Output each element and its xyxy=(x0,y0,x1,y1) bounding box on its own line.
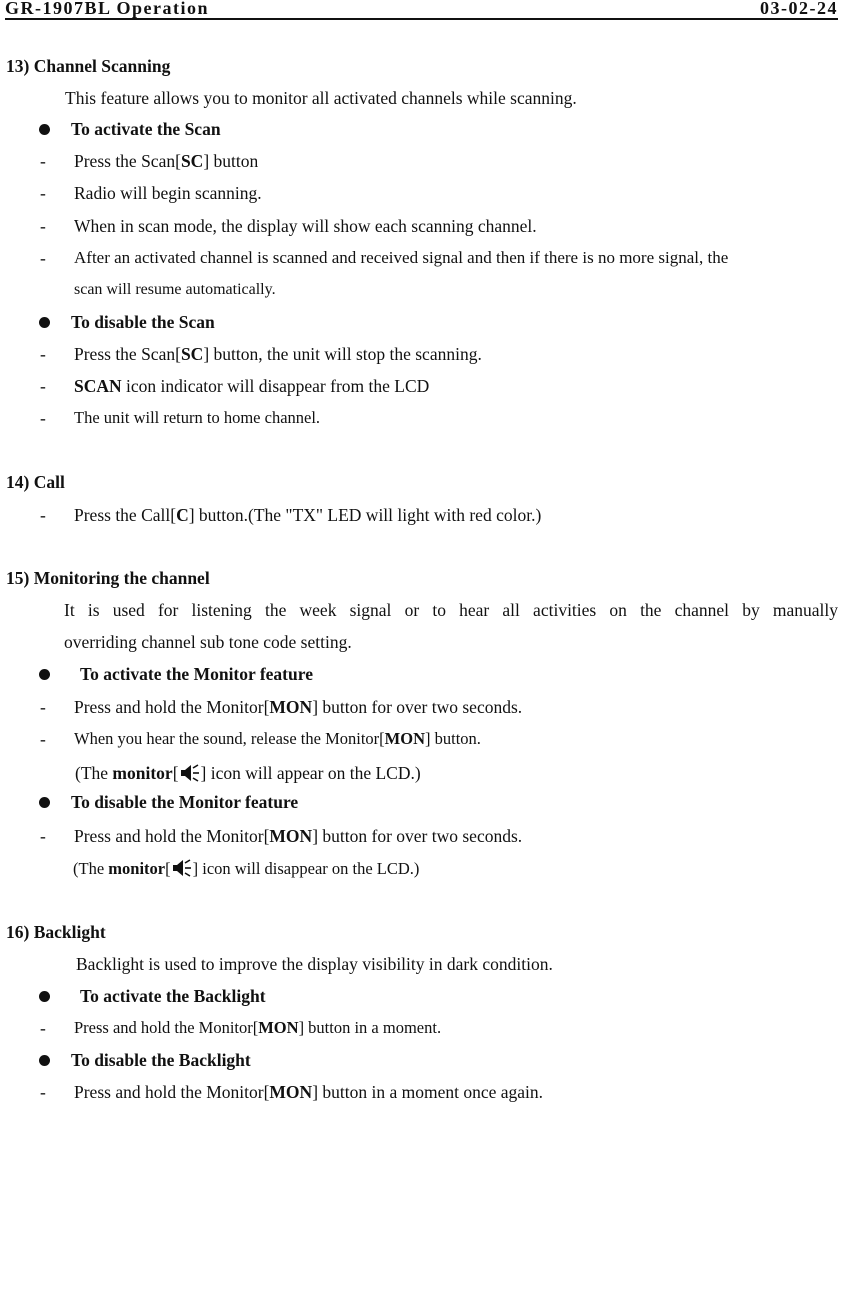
subheading-activate-scan: To activate the Scan xyxy=(71,119,221,139)
dash-icon: - xyxy=(40,826,46,846)
dash-icon: - xyxy=(40,505,46,525)
section-intro: This feature allows you to monitor all activated channels while scanning. xyxy=(65,88,577,108)
monitor-note: (The monitor[ ] icon will appear on the LCD.) xyxy=(75,763,421,783)
subheading-disable-scan: To disable the Scan xyxy=(71,312,215,332)
dash-icon: - xyxy=(40,1082,46,1102)
subheading-disable-backlight: To disable the Backlight xyxy=(71,1050,251,1070)
bullet-icon xyxy=(39,991,50,1002)
section-intro: Backlight is used to improve the display visibility in dark condition. xyxy=(76,954,553,974)
page-header xyxy=(5,0,838,20)
list-item: Press and hold the Monitor[MON] button for over two seconds. xyxy=(74,697,523,717)
dash-icon: - xyxy=(40,151,46,171)
section-heading-backlight: 16) Backlight xyxy=(6,922,106,942)
dash-icon: - xyxy=(40,376,46,396)
list-item: Press the Scan[SC] button xyxy=(74,151,259,171)
subheading-disable-monitor: To disable the Monitor feature xyxy=(71,792,299,812)
document-title: GR-1907BL Operation xyxy=(5,0,210,18)
dash-icon: - xyxy=(40,216,46,236)
list-item: After an activated channel is scanned and received signal and then if there is no more signal, the xyxy=(74,248,729,267)
list-item: When in scan mode, the display will show each scanning channel. xyxy=(74,216,537,236)
bullet-icon xyxy=(39,797,50,808)
dash-icon: - xyxy=(40,697,46,717)
list-item: When you hear the sound, release the Monitor[MON] button. xyxy=(74,729,481,748)
bullet-icon xyxy=(39,1055,50,1066)
list-item: Press the Call[C] button.(The "TX" LED will light with red color.) xyxy=(74,505,542,525)
list-item: Radio will begin scanning. xyxy=(74,183,262,203)
dash-icon: - xyxy=(40,408,46,428)
section-intro-continuation: overriding channel sub tone code setting. xyxy=(64,632,352,652)
section-heading-call: 14) Call xyxy=(6,472,65,492)
document-date: 03-02-24 xyxy=(760,0,838,18)
bullet-icon xyxy=(39,124,50,135)
bullet-icon xyxy=(39,669,50,680)
bullet-icon xyxy=(39,317,50,328)
list-item: Press the Scan[SC] button, the unit will stop the scanning. xyxy=(74,344,482,364)
dash-icon: - xyxy=(40,344,46,364)
list-item: The unit will return to home channel. xyxy=(74,408,321,427)
speaker-icon xyxy=(180,764,200,782)
section-intro: It is used for listening the week signal or to hear all activities on the channel by manually xyxy=(64,600,838,620)
dash-icon: - xyxy=(40,1018,46,1038)
monitor-note: (The monitor[ ] icon will disappear on the LCD.) xyxy=(73,859,420,878)
list-item: SCAN icon indicator will disappear from the LCD xyxy=(74,376,430,396)
dash-icon: - xyxy=(40,248,46,268)
list-item-continuation: scan will resume automatically. xyxy=(74,281,276,298)
subheading-activate-backlight: To activate the Backlight xyxy=(80,986,266,1006)
speaker-icon xyxy=(172,859,192,877)
subheading-activate-monitor: To activate the Monitor feature xyxy=(80,664,313,684)
list-item: Press and hold the Monitor[MON] button in a moment once again. xyxy=(74,1082,544,1102)
dash-icon: - xyxy=(40,183,46,203)
list-item: Press and hold the Monitor[MON] button in a moment. xyxy=(74,1018,442,1037)
dash-icon: - xyxy=(40,729,46,749)
section-heading-monitoring: 15) Monitoring the channel xyxy=(6,568,210,588)
section-heading-channel-scanning: 13) Channel Scanning xyxy=(6,56,171,76)
list-item: Press and hold the Monitor[MON] button for over two seconds. xyxy=(74,826,523,846)
